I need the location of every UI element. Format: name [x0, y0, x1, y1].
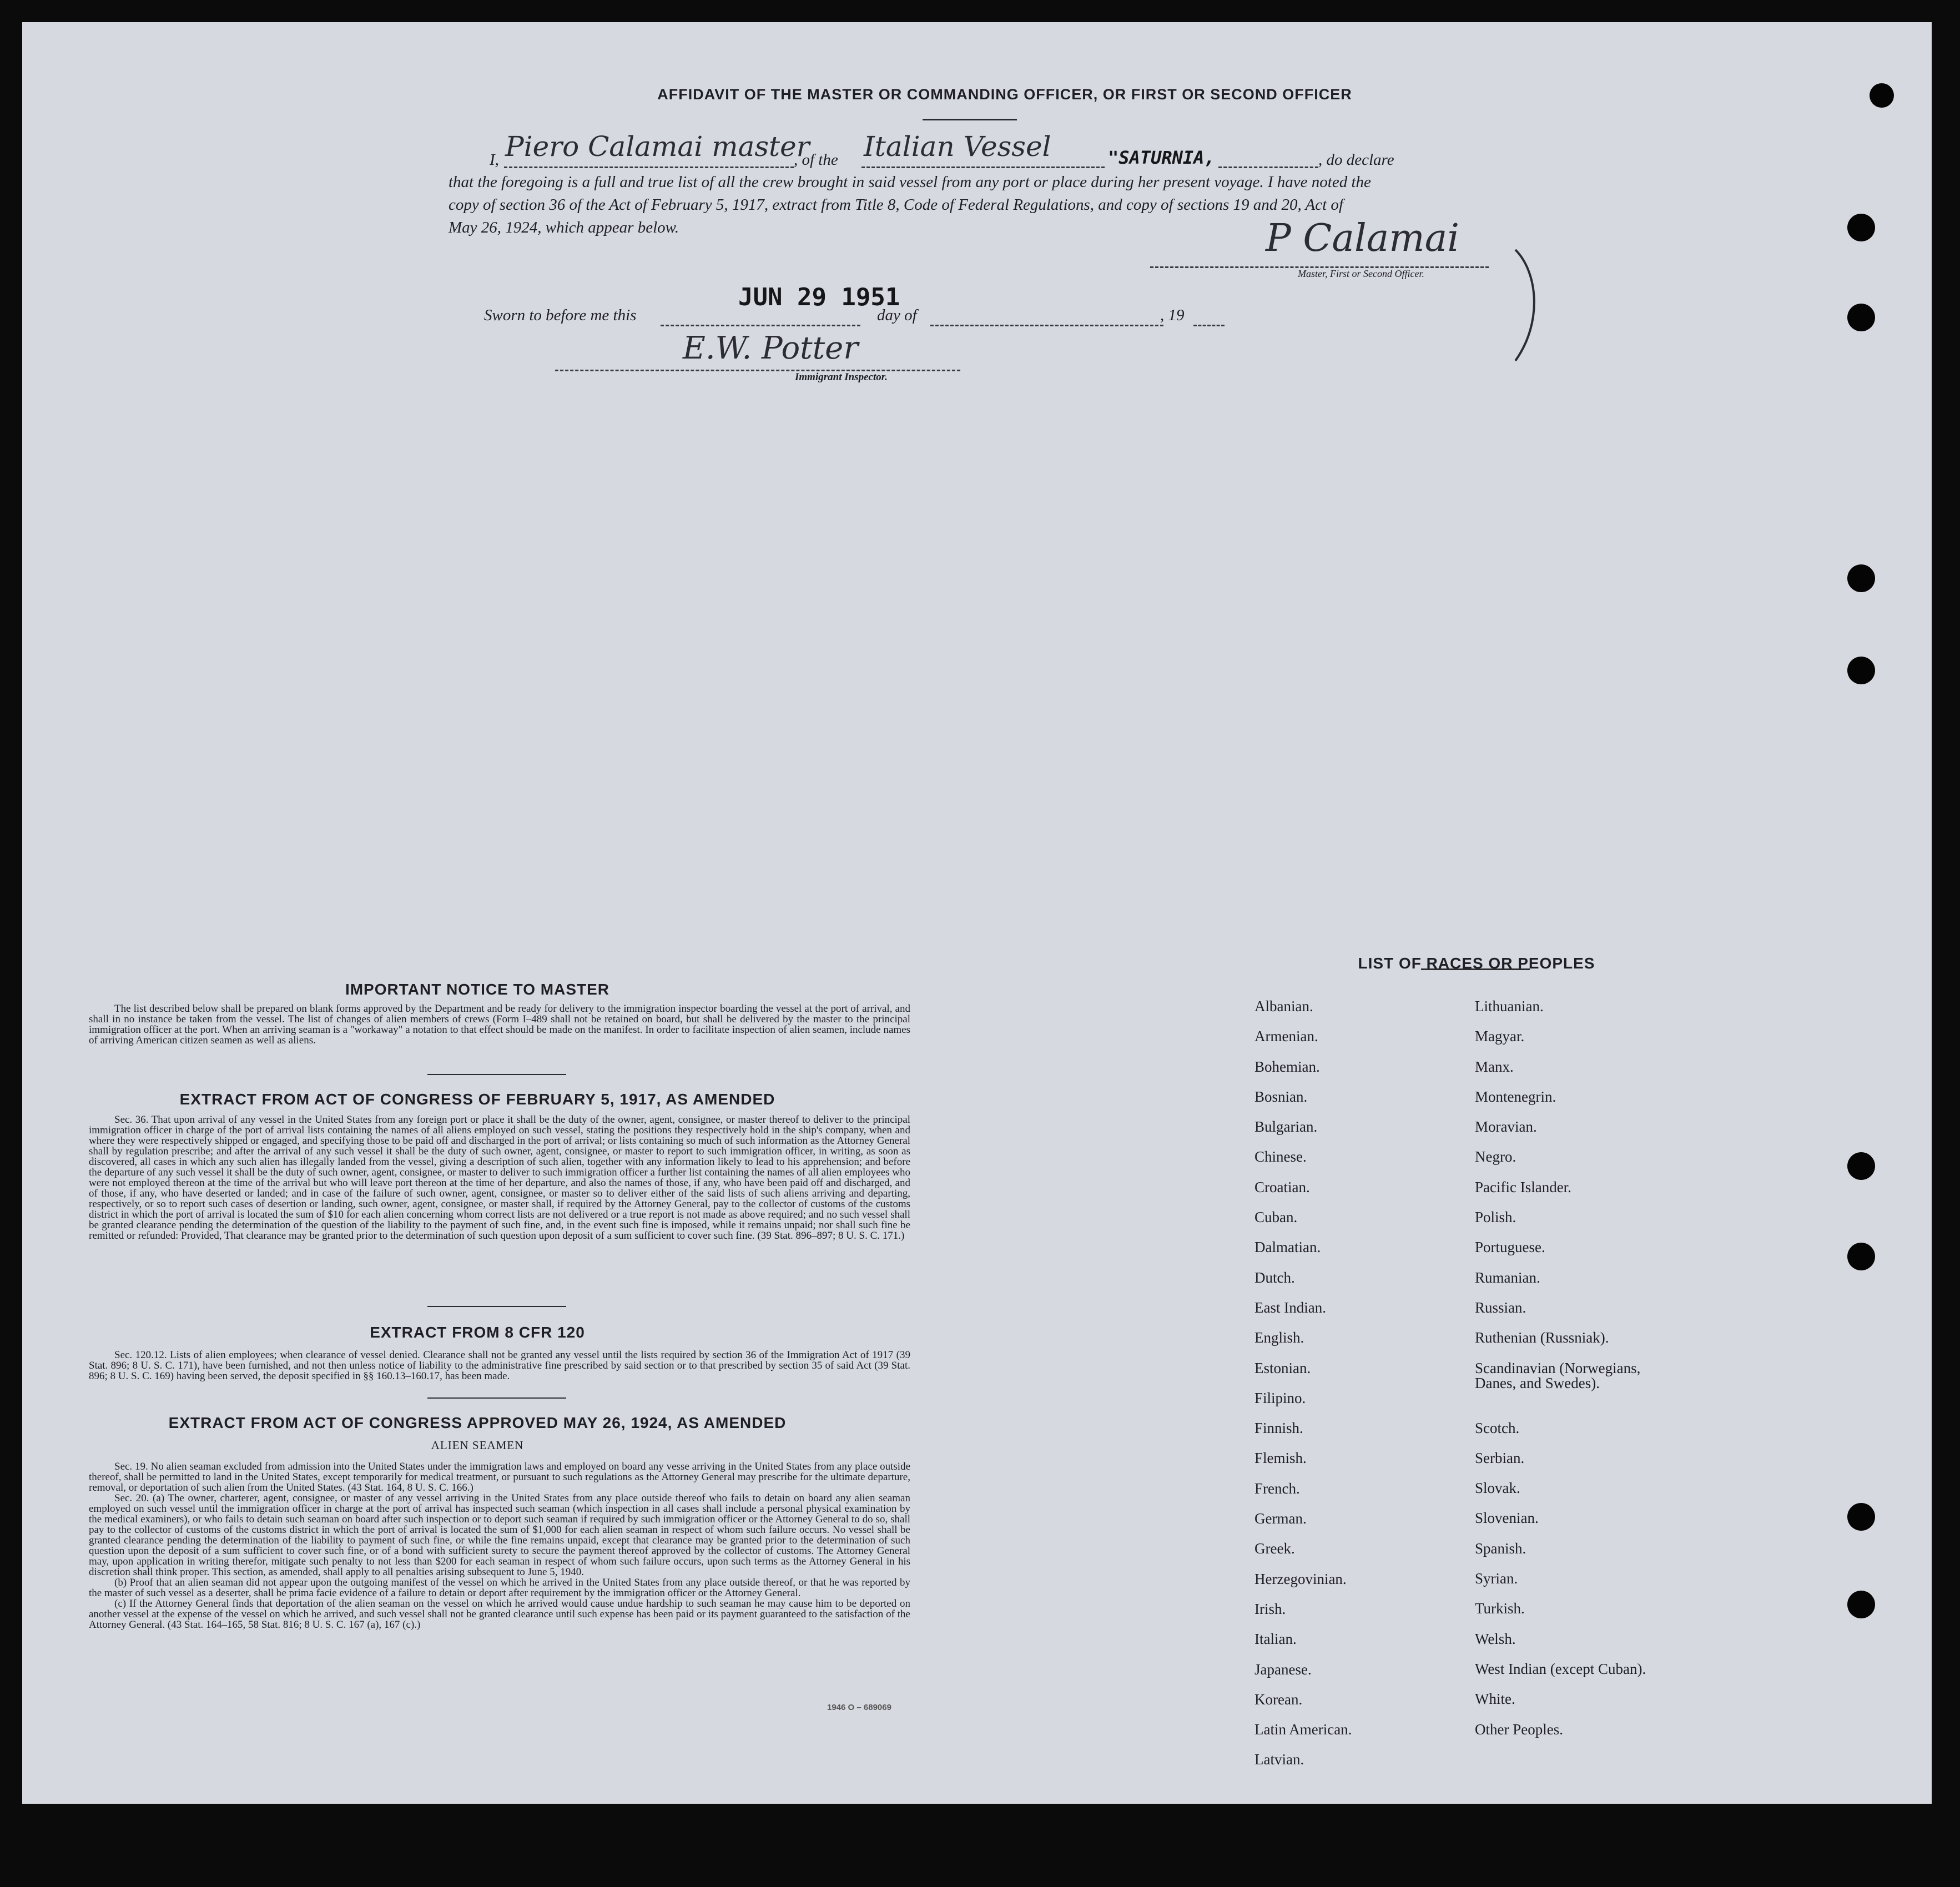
divider — [427, 1397, 566, 1399]
print-code: 1946 O – 689069 — [827, 1703, 891, 1712]
divider — [1421, 968, 1530, 970]
race-item: Latvian. — [1254, 1751, 1304, 1768]
race-item: Croatian. — [1254, 1178, 1310, 1195]
extract-1917-body — [89, 1114, 910, 1241]
document-sheet — [22, 22, 1932, 1804]
affidavit-line-4: May 26, 1924, which appear below. — [449, 219, 679, 236]
race-item: Albanian. — [1254, 998, 1313, 1015]
race-item: Polish. — [1475, 1209, 1516, 1226]
affidavit-title: AFFIDAVIT OF THE MASTER OR COMMANDING OFFICER, OR FIRST OR SECOND OFFICER — [657, 86, 1352, 103]
notice-paragraph: The list described below shall be prepared on blank forms approved by the Department and be ready for delivery to the immigration inspector boarding the vessel at the port of arrival, and shall in no instance be taken from the vessel. The list of changes of alien members of crews (Form I–489 shall not be retained on board, but shall be delivered by the master to the principal immigration officer at the port. When an arriving seaman is a "workaway" a notation to that effect should be made on the manifest. In order to facilitate inspection of alien seamen, include names of arriving American citizen seamen as well as aliens. — [89, 1003, 910, 1046]
signature-line — [555, 370, 960, 371]
races-title: LIST OF RACES OR PEOPLES — [1358, 955, 1595, 972]
race-item: Italian. — [1254, 1631, 1297, 1648]
race-item: Slovak. — [1475, 1480, 1520, 1497]
fill-line — [661, 325, 860, 326]
year-label: , 19 — [1160, 306, 1185, 324]
sworn-date-stamp: JUN 29 1951 — [738, 283, 900, 311]
race-item: Spanish. — [1475, 1540, 1526, 1557]
vessel-nationality-handwriting: Italian Vessel — [864, 130, 1051, 163]
notice-title: IMPORTANT NOTICE TO MASTER — [345, 981, 610, 998]
section-36: Sec. 36. That upon arrival of any vessel in the United States from any foreign port or place it shall be the duty of the owner, agent, consignee, or master thereof to deliver to the principal immigration officer in charge of the port of arrival lists containing the names of all aliens employed on such vessel, stating the positions they respectively hold in the ship's company, when and where they were respectively shipped or engaged, and specifying those to be paid off and discharged in the port of arrival; or lists containing so much of such information as the Attorney General shall by regulation prescribe; and after the arrival of any such vessel it shall be the duty of such owner, agent, consignee, or master to report to such immigration officer, in writing, as soon as discovered, all cases in which any such alien has illegally landed from the vessel, giving a description of such alien, together with any information likely to lead to his apprehension; and before the departure of any such vessel it shall be the duty of such owner, agent, consignee, or master to deliver to such immigration officer a further list containing the names of all alien employees who were not employed thereon at the time of the arrival but who will leave port thereon at the time of her departure, and also the names of those, if any, who have been paid off and discharged, and of those, if any, who have deserted or landed; and in case of the failure of such owner, agent, consignee, or master so to deliver either of the said lists of such aliens arriving and departing, respectively, or so to report such cases of desertion or landing, such owner, agent, consignee, or master shall, if required by the Attorney General, pay to the collector of customs of the customs district in which the port of arrival is located the sum of $10 for each alien concerning whom correct lists are not delivered or a true report is not made as above required; and no such vessel shall be granted clearance pending the determination of the question of the liability to the payment of such fine, and, in the event such fine is imposed, while it remains unpaid; nor shall such fine be remitted or refunded: Provided, That clearance may be granted prior to the determination of such question upon deposit of a sum sufficient to cover such fine. (39 Stat. 896–897; 8 U. S. C. 171.) — [89, 1114, 910, 1242]
declare-label: , do declare — [1318, 151, 1394, 169]
race-item: Herzegovinian. — [1254, 1570, 1347, 1587]
day-of-label: day of — [877, 306, 917, 324]
races-left-column — [1254, 991, 1465, 1775]
fill-line — [930, 325, 1163, 326]
race-item: English. — [1254, 1329, 1304, 1346]
master-caption: Master, First or Second Officer. — [1298, 268, 1424, 279]
of-the-label: , of the — [794, 151, 838, 169]
race-item: Dutch. — [1254, 1269, 1295, 1286]
race-item: West Indian (except Cuban). — [1475, 1660, 1646, 1677]
race-item: Russian. — [1475, 1299, 1526, 1316]
sworn-label: Sworn to before me this — [484, 306, 637, 324]
signature-flourish — [1499, 239, 1543, 366]
race-item: Latin American. — [1254, 1721, 1352, 1738]
master-name-handwriting: Piero Calamai master — [505, 130, 810, 163]
race-item: East Indian. — [1254, 1299, 1326, 1316]
punch-hole — [1847, 304, 1875, 331]
extract-cfr-body — [89, 1350, 910, 1381]
divider — [427, 1074, 566, 1075]
divider — [923, 119, 1017, 120]
race-item: Armenian. — [1254, 1028, 1318, 1045]
inspector-caption: Immigrant Inspector. — [795, 371, 888, 383]
extract-1924-body — [89, 1461, 910, 1630]
races-right-column — [1475, 991, 1786, 1744]
race-item: Lithuanian. — [1475, 998, 1544, 1015]
punch-hole — [1847, 1591, 1875, 1618]
race-item: Chinese. — [1254, 1148, 1307, 1166]
extract-1924-subtitle: ALIEN SEAMEN — [431, 1439, 524, 1452]
punch-hole — [1847, 564, 1875, 592]
race-item: Irish. — [1254, 1600, 1286, 1617]
race-item: Montenegrin. — [1475, 1088, 1556, 1105]
fill-line — [861, 167, 1105, 168]
race-item: Greek. — [1254, 1540, 1295, 1557]
race-item — [1475, 1398, 1786, 1413]
race-item: Filipino. — [1254, 1389, 1306, 1406]
race-item: French. — [1254, 1480, 1300, 1497]
affidavit-line-3: copy of section 36 of the Act of February 5, 1917, extract from Title 8, Code of Federal Regulations, and copy of sections 19 and 20, Act of — [449, 196, 1343, 214]
affidavit-line-2: that the foregoing is a full and true list of all the crew brought in said vessel from any port or place during her present voyage. I have noted the — [449, 173, 1371, 191]
divider — [427, 1306, 566, 1307]
inspector-signature: E.W. Potter — [683, 330, 859, 366]
race-item: Japanese. — [1254, 1661, 1312, 1678]
fill-line — [1193, 325, 1225, 326]
race-item: Estonian. — [1254, 1359, 1311, 1376]
extract-1917-title: EXTRACT FROM ACT OF CONGRESS OF FEBRUARY 5, 1917, AS AMENDED — [179, 1091, 775, 1108]
fill-line — [1218, 167, 1318, 168]
extract-1924-title: EXTRACT FROM ACT OF CONGRESS APPROVED MAY 26, 1924, AS AMENDED — [168, 1414, 787, 1431]
race-item: Bulgarian. — [1254, 1118, 1318, 1136]
race-item: White. — [1475, 1691, 1515, 1708]
race-item: Manx. — [1475, 1058, 1514, 1075]
section-120-12: Sec. 120.12. Lists of alien employees; when clearance of vessel denied. Clearance shall not be granted any vessel until the lists required by section 36 of the Immigration Act of 1917 (39 Stat. 896; 8 U. S. C. 171), have been furnished, and not then unless notice of liability to the administrative fine prescribed by said section or to that prescribed by section 35 of said Act (39 Stat. 896; 8 U. S. C. 169) having been served, the deposit specified in §§ 160.13–160.17, has been made. — [89, 1349, 910, 1382]
punch-hole — [1847, 1243, 1875, 1270]
race-item: Bosnian. — [1254, 1088, 1308, 1105]
section-20-b: (b) Proof that an alien seaman did not appear upon the outgoing manifest of the vessel on which he arrived in the United States from any place outside thereof, or that he was reported by the master of such vessel as a deserter, shall be prima facie evidence of a failure to detain or deport after requirement by the immigration officer or the Attorney General. — [89, 1577, 910, 1599]
race-item: Scotch. — [1475, 1419, 1520, 1436]
extract-cfr-title: EXTRACT FROM 8 CFR 120 — [370, 1324, 585, 1341]
affidavit-line-1 — [461, 130, 1526, 173]
punch-hole — [1847, 1152, 1875, 1180]
punch-hole — [1847, 1503, 1875, 1531]
race-item: Dalmatian. — [1254, 1239, 1321, 1256]
race-item: Rumanian. — [1475, 1269, 1540, 1286]
race-item: Flemish. — [1254, 1450, 1307, 1467]
race-item: Magyar. — [1475, 1028, 1525, 1045]
race-item: Other Peoples. — [1475, 1721, 1563, 1738]
race-item: Pacific Islander. — [1475, 1178, 1571, 1195]
race-item: Moravian. — [1475, 1118, 1537, 1136]
race-item: Welsh. — [1475, 1630, 1516, 1647]
punch-hole — [1847, 214, 1875, 241]
race-item: Slovenian. — [1475, 1510, 1539, 1527]
master-signature: P Calamai — [1266, 216, 1459, 260]
vessel-name-stamp: "SATURNIA, — [1108, 147, 1215, 168]
notice-body — [89, 1003, 910, 1046]
declarant-prefix: I, — [490, 151, 499, 169]
race-item: Bohemian. — [1254, 1058, 1320, 1075]
punch-hole — [1870, 83, 1894, 108]
punch-hole — [1847, 657, 1875, 684]
race-item: Negro. — [1475, 1148, 1516, 1166]
race-item: Scandinavian (Norwegians, Danes, and Swedes). — [1475, 1359, 1641, 1391]
race-item: Portuguese. — [1475, 1239, 1545, 1256]
race-item: Korean. — [1254, 1691, 1303, 1708]
race-item: Cuban. — [1254, 1209, 1298, 1226]
section-19: Sec. 19. No alien seaman excluded from admission into the United States under the immigration laws and employed on board any vesse arriving in the United States from any place outside thereof, shall be permitted to land in the United States, except temporarily for medical treatment, or pursuant to such regulations as the Attorney General may prescribe for the ultimate departure, removal, or deportation of such alien from the United States. (43 Stat. 164, 8 U. S. C. 166.) — [89, 1461, 910, 1494]
race-item: Syrian. — [1475, 1570, 1518, 1587]
race-item: German. — [1254, 1510, 1307, 1527]
section-20-c: (c) If the Attorney General finds that deportation of the alien seaman on the vessel on which he arrived would cause undue hardship to such seaman he may cause him to be deported on another vessel at the expense of the vessel on which he arrived, and such vessel shall not be granted clearance until such expense has been paid or its payment guaranteed to the satisfaction of the Attorney General. (43 Stat. 164–165, 58 Stat. 816; 8 U. S. C. 167 (a), 167 (c).) — [89, 1598, 910, 1631]
race-item: Turkish. — [1475, 1600, 1525, 1617]
race-item: Finnish. — [1254, 1420, 1303, 1437]
fill-line — [504, 167, 794, 168]
race-item: Serbian. — [1475, 1449, 1525, 1466]
race-item: Ruthenian (Russniak). — [1475, 1329, 1609, 1346]
section-20-a: Sec. 20. (a) The owner, charterer, agent, consignee, or master of any vessel arriving in the United States from any place outside thereof who fails to detain on board any alien seaman employed on such vessel until the immigration officer in charge at the port of arrival has inspected such seaman (which inspection in all cases shall include a personal physical examination by the medical examiners), or who fails to detain such seaman on board after such inspection or to deport such seaman if required by such immigration officer or the Attorney General to do so, shall pay to the collector of customs of the customs district in which the port of arrival is located the sum of $1,000 for each alien seaman in respect of whom such failure occurs. No vessel shall be granted clearance pending the determination of the liability to payment of such fine, or while the fine remains unpaid, except that clearance may be granted prior to the determination of such question upon the deposit of a sum sufficient to cover such fine, or of a bond with sufficient surety to secure the payment thereof approved by the collector of customs. The Attorney General may, upon application in writing therefor, mitigate such penalty to not less than $200 for each seaman in respect of whom such failure occurs, upon such terms as the Attorney General in his discretion shall think proper. This section, as amended, shall apply to all penalties arising subsequent to June 5, 1940. — [89, 1492, 910, 1578]
